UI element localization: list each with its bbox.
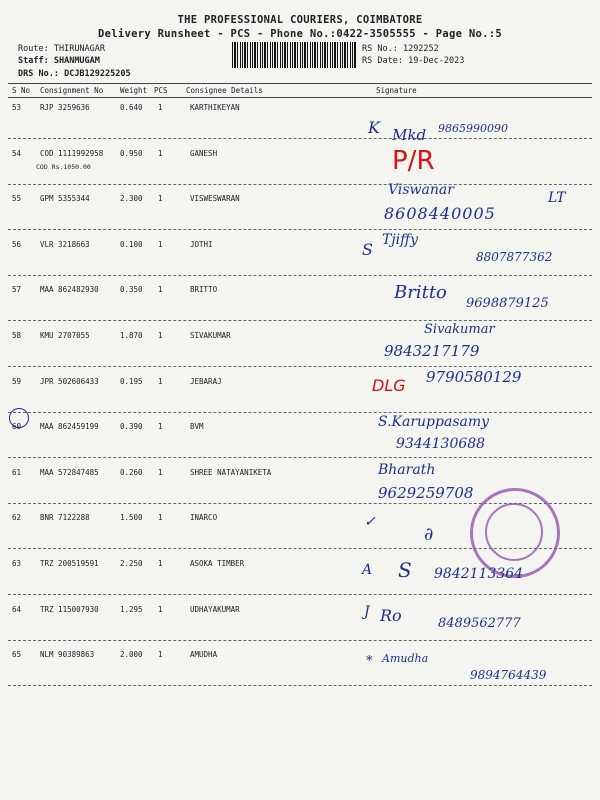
row-consignment-no: TRZ 200519591 [40, 559, 99, 568]
row-weight: 1.500 [120, 513, 143, 523]
row-divider [8, 412, 592, 413]
row-pcs: 1 [158, 103, 163, 112]
handwritten-sign: Tjiffy [382, 232, 418, 248]
row-consignment-no: RJP 3259636 [40, 103, 90, 112]
row-consignment-no: KMU 2707055 [40, 331, 90, 340]
rs-no-value: 1292252 [402, 44, 439, 54]
row-sno: 63 [12, 559, 22, 568]
row-sno: 56 [12, 239, 22, 249]
handwritten-sign: Sivakumar [424, 322, 495, 337]
handwritten-phone: 9842113364 [434, 566, 524, 582]
handwritten-phone: 8807877362 [476, 250, 553, 264]
handwritten-sign: Ro [380, 606, 402, 625]
row-consignee: UDHAYAKUMAR [190, 604, 240, 614]
handwritten-sign: S.Karuppasamy [378, 414, 490, 430]
staff-value: SHANMUGAM [53, 56, 100, 66]
rs-date-line [362, 56, 464, 66]
row-consignment-no: MAA 572847485 [40, 467, 99, 477]
row-divider [8, 457, 592, 458]
handwritten-phone: 9865990090 [438, 122, 508, 135]
row-sno: 55 [12, 194, 22, 204]
row-divider [8, 184, 592, 185]
row-sno: 60 [12, 422, 22, 432]
handwritten-note: LT [548, 190, 566, 206]
row-divider [8, 320, 592, 321]
row-pcs: 1 [158, 422, 163, 432]
handwritten-sign: Amudha [382, 652, 429, 665]
handwritten-phone: 9629259708 [378, 484, 474, 502]
row-pcs: 1 [158, 513, 163, 523]
row-sno: 61 [12, 467, 22, 477]
row-consignment-no: JPR 502606433 [40, 376, 99, 386]
handwritten-sign: Mkd [392, 126, 427, 144]
row-divider [8, 594, 592, 595]
header-rule-bottom [8, 97, 592, 98]
company-title: THE PROFESSIONAL COURIERS, COIMBATORE [177, 14, 423, 26]
col-header-consignee: Consignee Details [186, 86, 263, 95]
row-consignment-no: BNR 7122288 [40, 513, 90, 523]
row-consignment-no: COD 1111992958 [40, 148, 104, 158]
row-sno: 62 [12, 513, 22, 523]
col-header-signature: Signature [376, 86, 417, 95]
row-cod-note: COD Rs.1050.00 [36, 162, 91, 171]
handwritten-tick: * [366, 654, 373, 669]
route-line [18, 44, 105, 54]
row-consignee: INARCO [190, 513, 218, 523]
row-consignee: BVM [190, 422, 204, 432]
row-consignment-no: VLR 3218663 [40, 239, 90, 249]
row-weight: 0.350 [120, 285, 143, 295]
row-pcs: 1 [158, 559, 163, 568]
circled-row-marker [9, 408, 29, 428]
row-consignee: SHREE NATAYANIKETA [190, 467, 272, 477]
row-sno: 58 [12, 331, 22, 340]
header-rule-top [8, 83, 592, 84]
row-sno: 64 [12, 604, 22, 614]
col-header-consignment: Consignment No [40, 86, 104, 95]
handwritten-phone: 9344130688 [396, 436, 486, 452]
row-divider [8, 640, 592, 641]
handwritten-tick: S [362, 240, 373, 259]
row-weight: 0.260 [120, 467, 143, 477]
row-weight: 2.300 [120, 194, 143, 204]
drs-value: DCJB129225205 [64, 69, 131, 79]
row-pcs: 1 [158, 376, 163, 386]
rs-no-label: RS No.: [362, 44, 398, 54]
handwritten-tick: K [368, 118, 380, 137]
row-consignee: GANESH [190, 148, 218, 158]
handwritten-sign: Bharath [378, 462, 436, 478]
handwritten-sign: Britto [394, 282, 447, 303]
handwritten-phone: 9790580129 [426, 368, 522, 386]
row-weight: 2.000 [120, 650, 143, 660]
rs-no-line [362, 44, 439, 54]
row-weight: 1.295 [120, 604, 143, 614]
drs-label: DRS No.: [18, 69, 59, 79]
staff-line [18, 56, 100, 66]
handwritten-phone: 9894764439 [470, 668, 547, 682]
handwritten-phone: 8489562777 [438, 616, 521, 631]
col-header-pcs: PCS [154, 86, 168, 95]
row-sno: 54 [12, 148, 22, 158]
route-value: THIRUNAGAR [53, 44, 106, 54]
row-consignee: SIVAKUMAR [190, 331, 231, 340]
company-stamp [470, 488, 560, 578]
row-divider [8, 229, 592, 230]
row-divider [8, 685, 592, 686]
row-pcs: 1 [158, 331, 163, 340]
handwritten-red-mark: DLG [372, 376, 406, 395]
handwritten-tick: ✓ [364, 514, 376, 530]
drs-line [18, 69, 131, 79]
row-consignee: VISWESWARAN [190, 194, 240, 204]
staff-label: Staff: [18, 56, 49, 66]
row-sno: 65 [12, 650, 22, 660]
row-weight: 0.195 [120, 376, 143, 386]
col-header-sno: S No [12, 86, 31, 95]
row-divider [8, 138, 592, 139]
row-consignee: AMUDHA [190, 650, 218, 660]
row-weight: 1.870 [120, 331, 143, 340]
row-pcs: 1 [158, 467, 163, 477]
rs-date-value: 19-Dec-2023 [408, 56, 465, 66]
row-weight: 0.950 [120, 148, 143, 158]
row-divider [8, 366, 592, 367]
route-label: Route: [18, 44, 49, 54]
handwritten-sign: Viswanar [388, 182, 454, 198]
handwritten-tick: A [362, 562, 373, 578]
handwritten-phone: 9843217179 [384, 342, 480, 360]
row-weight: 0.100 [120, 239, 143, 249]
row-consignee: ASOKA TIMBER [190, 559, 245, 568]
row-consignment-no: NLM 90389863 [40, 650, 95, 660]
row-consignment-no: TRZ 115007930 [40, 604, 99, 614]
barcode [232, 42, 356, 68]
row-sno: 57 [12, 285, 22, 295]
row-consignee: KARTHIKEYAN [190, 103, 240, 112]
row-consignee: JEBARAJ [190, 376, 222, 386]
row-sno: 59 [12, 376, 22, 386]
row-pcs: 1 [158, 650, 163, 660]
row-pcs: 1 [158, 604, 163, 614]
row-weight: 0.640 [120, 103, 143, 112]
handwritten-pr-mark: P/R [392, 146, 435, 176]
handwritten-phone: 8608440005 [384, 204, 496, 223]
row-pcs: 1 [158, 194, 163, 204]
rs-date-label: RS Date: [362, 56, 403, 66]
row-consignee: JOTHI [190, 239, 213, 249]
row-sno: 53 [12, 103, 22, 112]
handwritten-phone: 9698879125 [466, 296, 549, 311]
row-consignment-no: MAA 862459199 [40, 422, 99, 432]
row-consignment-no: GPM 5355344 [40, 194, 90, 204]
col-header-weight: Weight [120, 86, 148, 95]
row-consignee: BRITTO [190, 285, 218, 295]
row-pcs: 1 [158, 285, 163, 295]
row-pcs: 1 [158, 148, 163, 158]
handwritten-tick: J [364, 604, 370, 620]
handwritten-sign: ∂ [424, 524, 434, 545]
handwritten-sign: S [398, 558, 412, 582]
runsheet-subtitle: Delivery Runsheet - PCS - Phone No.:0422-3505555 - Page No.:5 [98, 28, 502, 40]
row-weight: 0.390 [120, 422, 143, 432]
row-weight: 2.250 [120, 559, 143, 568]
row-consignment-no: MAA 862482930 [40, 285, 99, 295]
row-pcs: 1 [158, 239, 163, 249]
row-divider [8, 275, 592, 276]
